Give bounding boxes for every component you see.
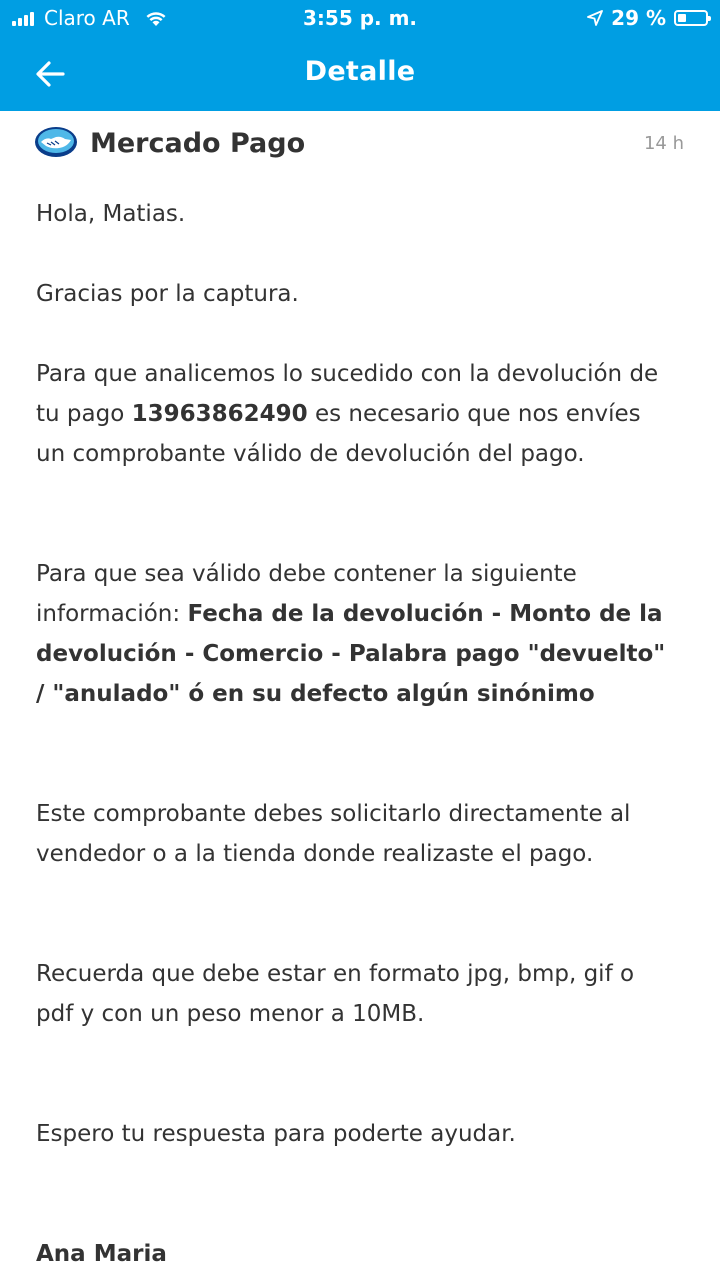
navigation-bar — [0, 38, 720, 111]
refund-text-start: Para que analicemos lo sucedido con la devolución de tu pago — [36, 361, 659, 427]
status-bar — [0, 0, 720, 38]
format-paragraph: Recuerda que debe estar en formato jpg, bmp, gif o pdf y con un peso menor a 10MB. — [36, 961, 635, 1027]
battery-level — [678, 14, 686, 22]
status-time: 3:55 p. m. — [302, 6, 418, 30]
request-paragraph: Este comprobante debes solicitarlo directamente al vendedor o a la tienda donde realizaste el pago. — [36, 801, 631, 867]
requirements-list: Fecha de la devolución - Monto de la devolución - Comercio - Palabra pago "devuelto" / "anulado" ó en su defecto algún sinónimo — [36, 601, 666, 707]
thanks-paragraph: Gracias por la captura. — [36, 281, 299, 307]
refund-text-end: es necesario que nos envíes un comprobante válido de devolución del pago. — [36, 401, 641, 467]
message-detail — [0, 111, 720, 1280]
sender-row — [34, 125, 686, 165]
refund-paragraph — [36, 354, 676, 474]
battery-icon — [674, 10, 708, 26]
carrier-name: Claro AR — [44, 6, 130, 30]
mercado-pago-logo — [34, 125, 78, 159]
requirements-paragraph — [36, 554, 676, 714]
greeting: Hola, Matias. — [36, 201, 186, 227]
closing-paragraph: Espero tu respuesta para poderte ayudar. — [36, 1121, 516, 1147]
app-header — [0, 0, 720, 111]
requirements-intro: Para que sea válido debe contener la siguiente información: — [36, 561, 577, 627]
payment-id: 13963862490 — [131, 401, 308, 427]
message-time: 14 h — [643, 133, 684, 154]
status-right — [587, 6, 708, 30]
battery-percent: 29 % — [611, 6, 666, 30]
signature: Ana Maria — [36, 1241, 167, 1267]
location-arrow-icon — [587, 10, 603, 26]
page-title: Detalle — [304, 56, 416, 87]
sender-name: Mercado Pago — [90, 128, 306, 159]
